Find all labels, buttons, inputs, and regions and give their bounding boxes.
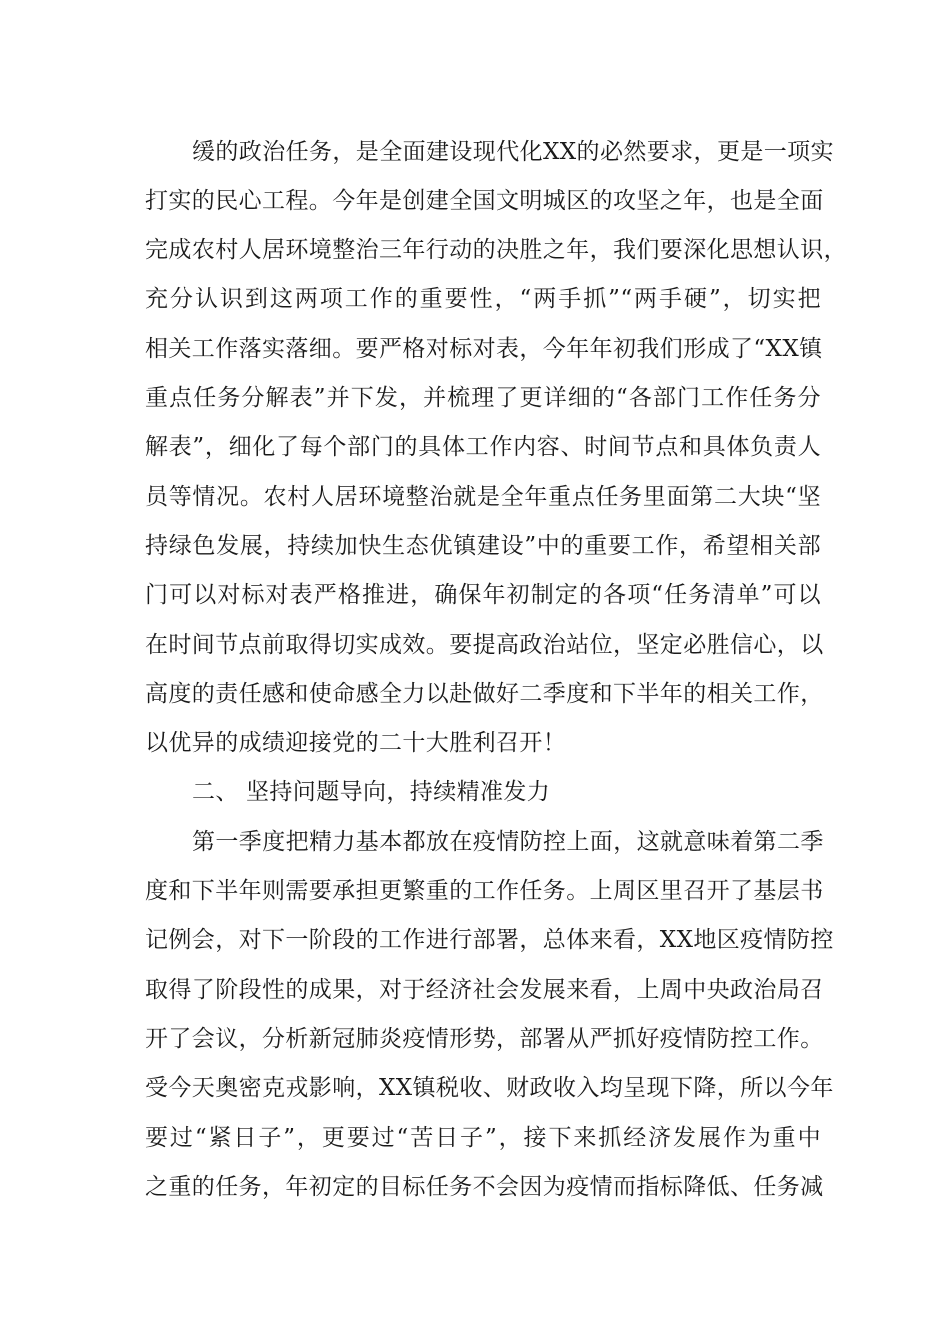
paragraph-line: 持绿色发展，持续加快生态优镇建设”中的重要工作，希望相关部 [145,533,821,559]
paragraph-line: 要过“紧日子”，更要过“苦日子”，接下来抓经济发展作为重中 [145,1125,821,1151]
paragraph-line: 缓的政治任务，是全面建设现代化XX的必然要求，更是一项实 [192,139,834,165]
paragraph-line: 受今天奥密克戎影响，XX镇税收、财政收入均呈现下降，所以今年 [145,1075,834,1101]
paragraph-line: 重点任务分解表”并下发，并梳理了更详细的“各部门工作任务分 [145,385,821,411]
paragraph-line: 之重的任务，年初定的目标任务不会因为疫情而指标降低、任务减 [145,1174,824,1200]
paragraph-line: 取得了阶段性的成果，对于经济社会发展来看，上周中央政治局召 [145,977,824,1003]
section-title: 坚持问题导向，持续精准发力 [246,779,551,805]
paragraph-line: 第一季度把精力基本都放在疫情防控上面，这就意味着第二季 [192,829,824,855]
paragraph-line: 充分认识到这两项工作的重要性，“两手抓”“两手硬”，切实把 [145,286,821,312]
paragraph-line: 解表”，细化了每个部门的具体工作内容、时间节点和具体负责人 [145,434,821,460]
paragraph-line: 以优异的成绩迎接党的二十大胜利召开！ [145,730,567,756]
paragraph-line: 相关工作落实落细。要严格对标对表，今年年初我们形成了“XX镇 [145,336,823,362]
paragraph-line: 高度的责任感和使命感全力以赴做好二季度和下半年的相关工作， [145,681,824,707]
paragraph-line: 在时间节点前取得切实成效。要提高政治站位，坚定必胜信心，以 [145,632,824,658]
paragraph-line: 打实的民心工程。今年是创建全国文明城区的攻坚之年，也是全面 [145,188,824,214]
paragraph-line: 员等情况。农村人居环境整治就是全年重点任务里面第二大块“坚 [145,484,821,510]
section-heading [192,777,550,807]
paragraph-line: 记例会，对下一阶段的工作进行部署，总体来看，XX地区疫情防控 [145,927,834,953]
section-number: 二、 [192,779,239,805]
paragraph-line: 门可以对标对表严格推进，确保年初制定的各项“任务清单”可以 [145,582,821,608]
paragraph-line: 度和下半年则需要承担更繁重的工作任务。上周区里召开了基层书 [145,878,824,904]
paragraph-line: 开了会议，分析新冠肺炎疫情形势，部署从严抓好疫情防控工作。 [145,1026,824,1052]
paragraph-line: 完成农村人居环境整治三年行动的决胜之年，我们要深化思想认识， [145,237,847,263]
